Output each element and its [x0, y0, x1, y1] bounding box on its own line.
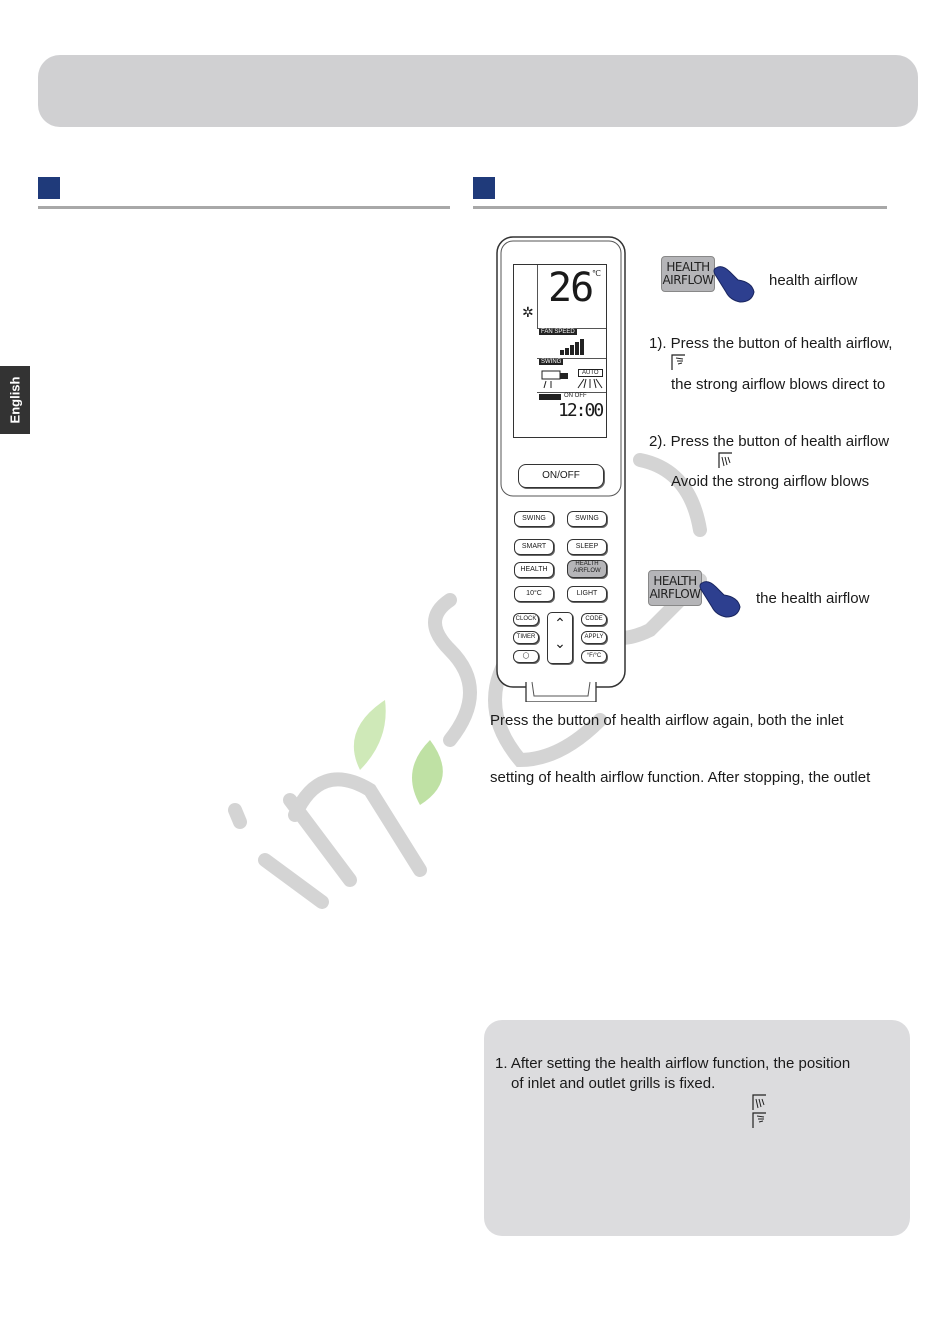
health-airflow-button-line1: HEALTH	[575, 561, 599, 567]
step2-line-b: Avoid the strong airflow blows	[671, 473, 870, 490]
f-c-button[interactable]: °F/°C	[581, 650, 607, 663]
key-label-line2: AIRFLOW	[662, 273, 714, 287]
airflow-up-icon	[671, 354, 685, 370]
swing-label: SWING	[541, 359, 562, 365]
note-airflow-up-icon	[752, 1112, 766, 1128]
key-label-line1: HEALTH	[666, 260, 710, 274]
ten-c-button[interactable]: 10°C	[514, 586, 554, 602]
note-line-1: 1. After setting the health airflow function, the position	[495, 1055, 851, 1072]
health-airflow-text-2: the health airflow	[756, 590, 870, 607]
airflow-down-icon	[718, 452, 732, 468]
health-airflow-text-1: health airflow	[769, 272, 858, 289]
on-off-button[interactable]: ON/OFF	[518, 464, 604, 488]
note-line-2: of inlet and outlet grills is fixed.	[511, 1075, 716, 1092]
health-airflow-button-line2: AIRFLOW	[573, 568, 601, 574]
sleep-button[interactable]: SLEEP	[567, 539, 607, 555]
step1-line-b: the strong airflow blows direct to	[671, 376, 886, 393]
health-airflow-key-2	[648, 570, 702, 606]
section-rule-left	[38, 206, 450, 209]
header-banner	[38, 55, 918, 127]
health-airflow-key-1	[661, 256, 715, 292]
health-button[interactable]: HEALTH	[514, 562, 554, 578]
swing-vertical-icon	[540, 369, 572, 389]
note-box	[484, 1020, 910, 1236]
light-button[interactable]: LIGHT	[567, 586, 607, 602]
fan-speed-label: FAN SPEED	[541, 329, 575, 335]
code-button[interactable]: CODE	[581, 613, 607, 626]
temp-unit: ℃	[592, 269, 601, 278]
temp-display: 26	[548, 265, 593, 311]
step2-line-a: 2). Press the button of health airflow	[649, 433, 890, 450]
auto-label: AUTO	[578, 369, 603, 377]
smart-button[interactable]: SMART	[514, 539, 554, 555]
key-label-line2-b: AIRFLOW	[649, 587, 701, 601]
swing-horizontal-button[interactable]: SWING	[567, 511, 607, 527]
on-off-label: ON OFF	[564, 393, 587, 399]
note-airflow-down-icon	[752, 1094, 766, 1110]
section-marker-left	[38, 177, 60, 199]
watermark	[220, 440, 720, 920]
swing-horizontal-icon	[576, 377, 604, 389]
lcd-screen	[513, 264, 607, 438]
key-label-line1-b: HEALTH	[653, 574, 697, 588]
power-oval-button[interactable]: ◯	[513, 650, 539, 663]
paragraph-line-b: setting of health airflow function. After stopping, the outlet	[490, 769, 871, 786]
chevron-up-icon: ⌃	[554, 615, 566, 631]
clock-button[interactable]: CLOCK	[513, 613, 539, 626]
time-display: 12:00	[558, 400, 603, 421]
snowflake-icon: ✲	[522, 305, 534, 321]
remote-control	[496, 236, 626, 702]
section-marker-right	[473, 177, 495, 199]
section-rule-right	[473, 206, 887, 209]
language-tab: English	[0, 366, 30, 434]
fan-speed-bars-icon	[560, 337, 590, 355]
swing-vertical-button[interactable]: SWING	[514, 511, 554, 527]
step1-line-a: 1). Press the button of health airflow,	[649, 335, 893, 352]
chevron-down-icon: ⌄	[554, 635, 566, 651]
temp-up-down-rocker[interactable]	[547, 612, 573, 664]
timer-button[interactable]: TIMER	[513, 631, 539, 644]
pointing-hand-icon	[712, 262, 758, 304]
apply-button[interactable]: APPLY	[581, 631, 607, 644]
health-airflow-button[interactable]	[567, 560, 607, 578]
pointing-hand-icon-2	[698, 577, 744, 619]
paragraph-line-a: Press the button of health airflow again, both the inlet	[490, 712, 844, 729]
